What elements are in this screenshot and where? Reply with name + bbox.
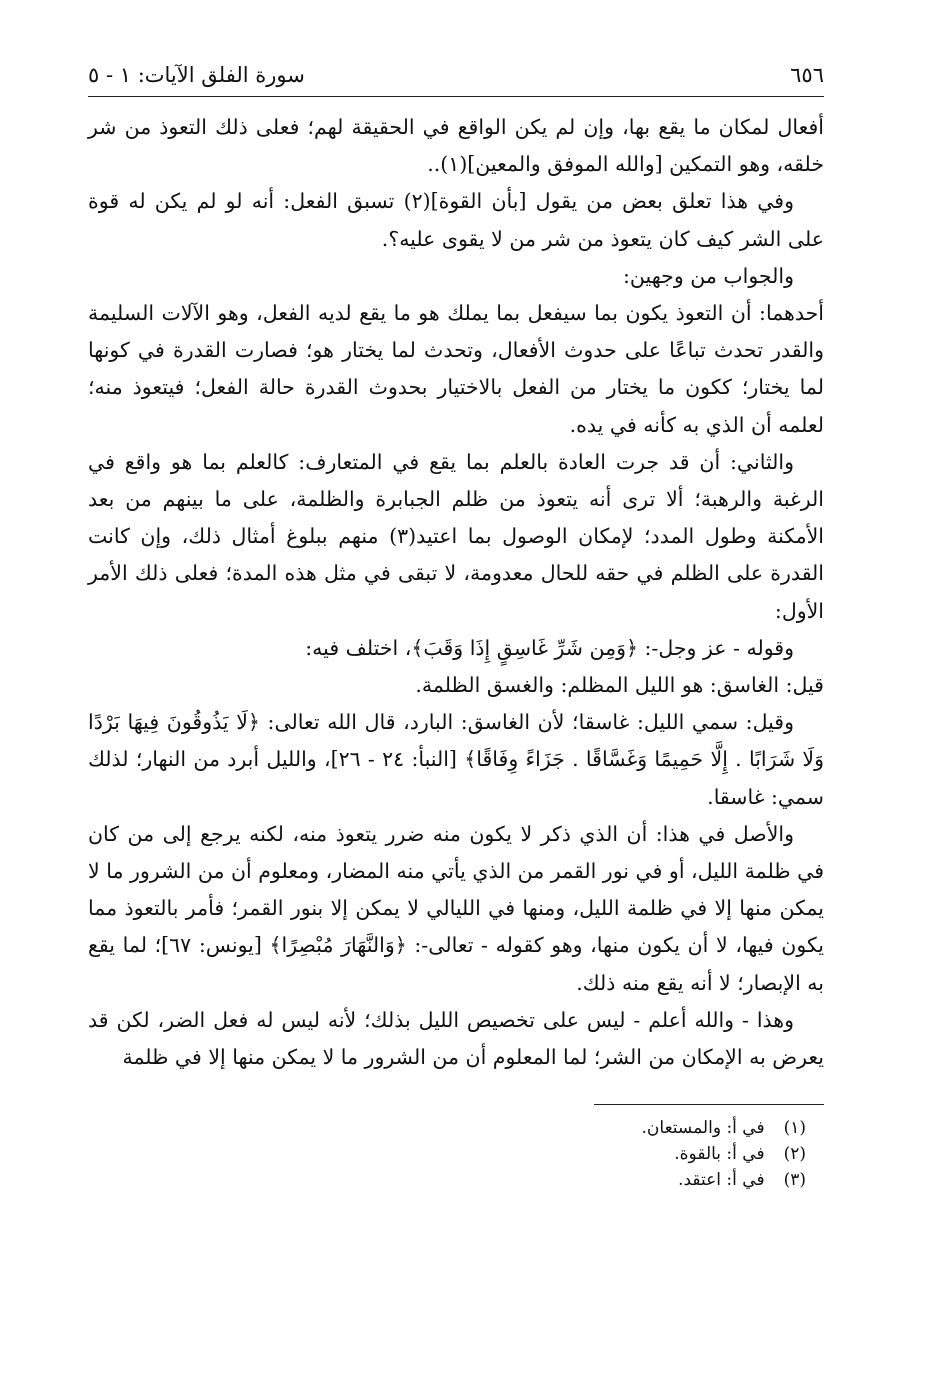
paragraph-10: وهذا - والله أعلم - ليس على تخصيص الليل بذلك؛ لأنه ليس له فعل الضر، لكن قد يعرض به الإمكان من الشر؛ لما المعلوم أن من الشرور ما لا يمكن منها إلا في ظلمة (88, 1007, 824, 1070)
paragraph-6: وقوله - عز وجل-: ﴿وَمِن شَرِّ غَاسِقٍ إِذَا وَقَبَ﴾، اختلف فيه: (305, 635, 794, 660)
paragraph-5: والثاني: أن قد جرت العادة بالعلم بما يقع في المتعارف: كالعلم بما هو واقع في الرغبة والرهبة؛ ألا ترى أنه يتعوذ من ظلم الجبابرة والظلمة، على ما بينهم من بعد الأمكنة وطول المدد؛ لإمكان الوصول بما اعتيد(٣) منهم ببلوغ أمثال ذلك، وإن كانت القدرة على الظلم في حقه للحال معدومة، لا تبقى في مثل هذه المدة؛ فعلى ذلك الأمر الأول: (88, 449, 824, 623)
paragraph-3: والجواب من وجهين: (623, 263, 794, 288)
paragraph-9: والأصل في هذا: أن الذي ذكر لا يكون منه ضرر يتعوذ منه، لكنه يرجع إلى من كان في ظلمة الليل، أو في نور القمر من الذي يأتي منه المضار، ومعلوم أن من الشرور ما لا يمكن منها إلا في ظلمة الليل، ومنها في الليالي لا يمكن إلا بنور القمر؛ فأمر بالتعوذ مما يكون فيها، لا أن يكون منها، وهو كقوله - تعالى-: ﴿وَالنَّهَارَ مُبْصِرًا﴾ [يونس: ٦٧]؛ لما يقع به الإبصار؛ لا أنه يقع منه ذلك. (88, 821, 824, 995)
paragraph-7: قيل: الغاسق: هو الليل المظلم: والغسق الظلمة. (415, 673, 824, 698)
running-title: سورة الفلق الآيات: ١ - ٥ (88, 63, 305, 87)
footnote-3 (88, 1167, 806, 1193)
book-page (88, 60, 824, 1193)
paragraph-8: وقيل: سمي الليل: غاسقا؛ لأن الغاسق: البارد، قال الله تعالى: ﴿لَا يَذُوقُونَ فِيهَا بَرْدًا وَلَا شَرَابًا . إِلَّا حَمِيمًا وَغَسَّاقًا . جَزَاءً وِفَاقًا﴾ [النبأ: ٢٤ - ٢٦]، والليل أبرد من النهار؛ لذلك سمي: غاسقا. (88, 710, 824, 809)
paragraph-1: أفعال لمكان ما يقع بها، وإن لم يكن الواقع في الحقيقة لهم؛ فعلى ذلك التعوذ من شر خلقه، وهو التمكين [والله الموفق والمعين](١).. (88, 115, 824, 177)
footnote-1 (88, 1115, 806, 1141)
footnote-2 (88, 1141, 806, 1167)
footnote-separator (594, 1104, 824, 1105)
footnote-text: في أ: بالقوة. (674, 1144, 765, 1165)
footnotes (88, 1115, 824, 1193)
footnote-number: (٢) (783, 1144, 806, 1165)
footnote-text: في أ: والمستعان. (641, 1118, 765, 1139)
footnote-number: (٣) (783, 1170, 806, 1191)
footnote-number: (١) (783, 1118, 806, 1139)
main-text (88, 109, 824, 1076)
paragraph-4: أحدهما: أن التعوذ يكون بما سيفعل بما يملك هو ما يقع لديه الفعل، وهو الآلات السليمة والقدر تحدث تباعًا على حدوث الأفعال، وتحدث لما يختار هو؛ فصارت القدرة في كونها لما يختار؛ ككون ما يختار من الفعل بالاختيار بحدوث القدرة حالة الفعل؛ فيتعوذ منه؛ لعلمه أن الذي به كأنه في يده. (88, 301, 824, 437)
paragraph-2: وفي هذا تعلق بعض من يقول [بأن القوة](٢) تسبق الفعل: أنه لو لم يكن له قوة على الشر كيف كان يتعوذ من شر من لا يقوى عليه؟. (88, 189, 824, 251)
page-header (88, 60, 824, 97)
footnote-text: في أ: اعتقد. (678, 1170, 765, 1191)
page-number: ٦٥٦ (790, 63, 824, 87)
